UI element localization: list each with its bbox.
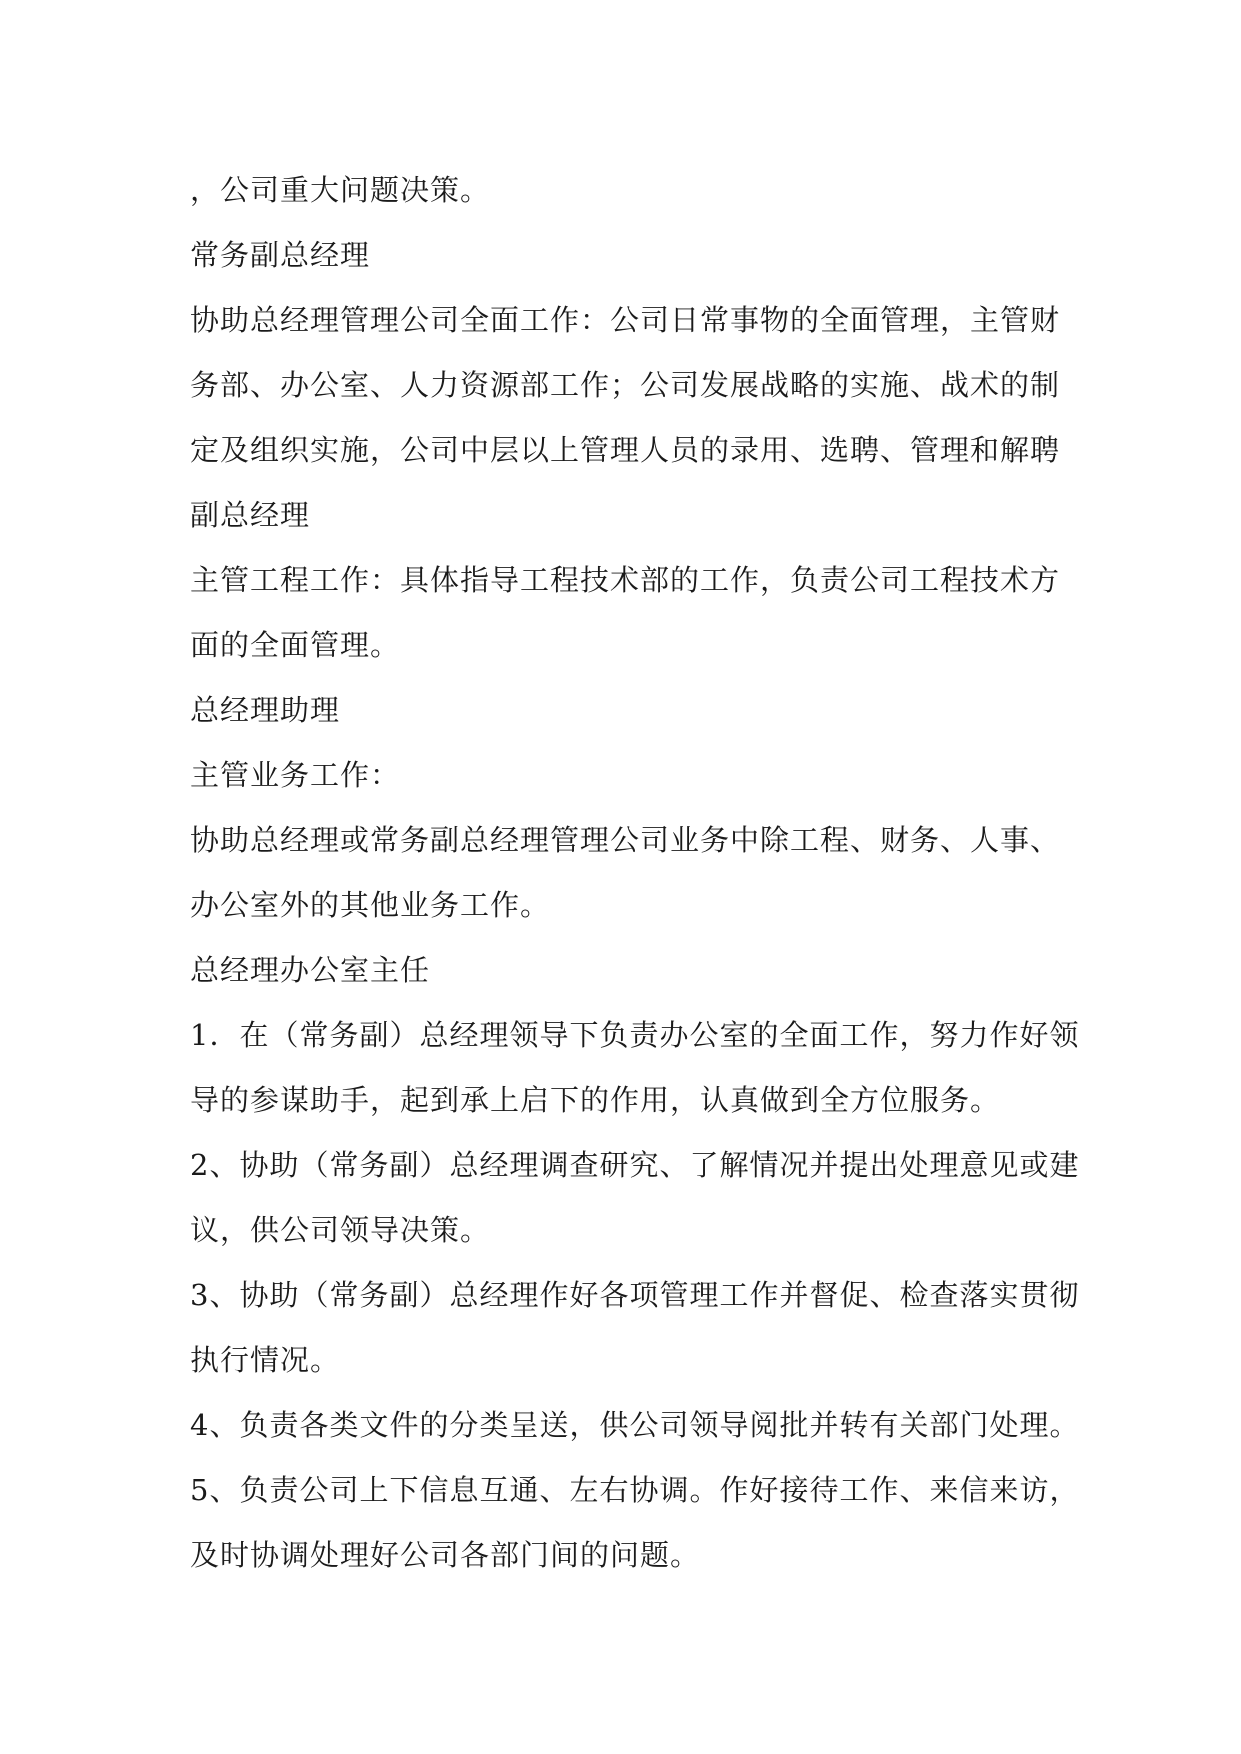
text-line: 议，供公司领导决策。 — [190, 1213, 491, 1247]
text-line: 主管业务工作： — [190, 758, 401, 792]
section-heading: 总经理办公室主任 — [190, 953, 431, 987]
document-body — [190, 158, 1090, 1588]
section-heading: 常务副总经理 — [190, 238, 371, 272]
text-line: 及时协调处理好公司各部门间的问题。 — [190, 1538, 701, 1572]
list-item: 2、协助（常务副）总经理调查研究、了解情况并提出处理意见或建 — [190, 1148, 1080, 1182]
text-line: 导的参谋助手，起到承上启下的作用，认真做到全方位服务。 — [190, 1083, 1001, 1117]
text-line: 面的全面管理。 — [190, 628, 401, 662]
text-line: 协助总经理或常务副总经理管理公司业务中除工程、财务、人事、 — [190, 823, 1061, 857]
section-heading: 副总经理 — [190, 498, 311, 532]
text-line: 定及组织实施，公司中层以上管理人员的录用、选聘、管理和解聘 — [190, 433, 1061, 467]
list-item: 5、负责公司上下信息互通、左右协调。作好接待工作、来信来访， — [190, 1473, 1080, 1507]
list-item: 3、协助（常务副）总经理作好各项管理工作并督促、检查落实贯彻 — [190, 1278, 1080, 1312]
text-line: 协助总经理管理公司全面工作：公司日常事物的全面管理，主管财 — [190, 303, 1061, 337]
text-line: 主管工程工作：具体指导工程技术部的工作，负责公司工程技术方 — [190, 563, 1061, 597]
list-item: 4、负责各类文件的分类呈送，供公司领导阅批并转有关部门处理。 — [190, 1408, 1080, 1442]
text-line: 执行情况。 — [190, 1343, 341, 1377]
text-line: 务部、办公室、人力资源部工作；公司发展战略的实施、战术的制 — [190, 368, 1061, 402]
list-item: 1．在（常务副）总经理领导下负责办公室的全面工作，努力作好领 — [190, 1018, 1080, 1052]
text-line: 办公室外的其他业务工作。 — [190, 888, 551, 922]
section-heading: 总经理助理 — [190, 693, 341, 727]
text-line: ，公司重大问题决策。 — [190, 173, 491, 207]
